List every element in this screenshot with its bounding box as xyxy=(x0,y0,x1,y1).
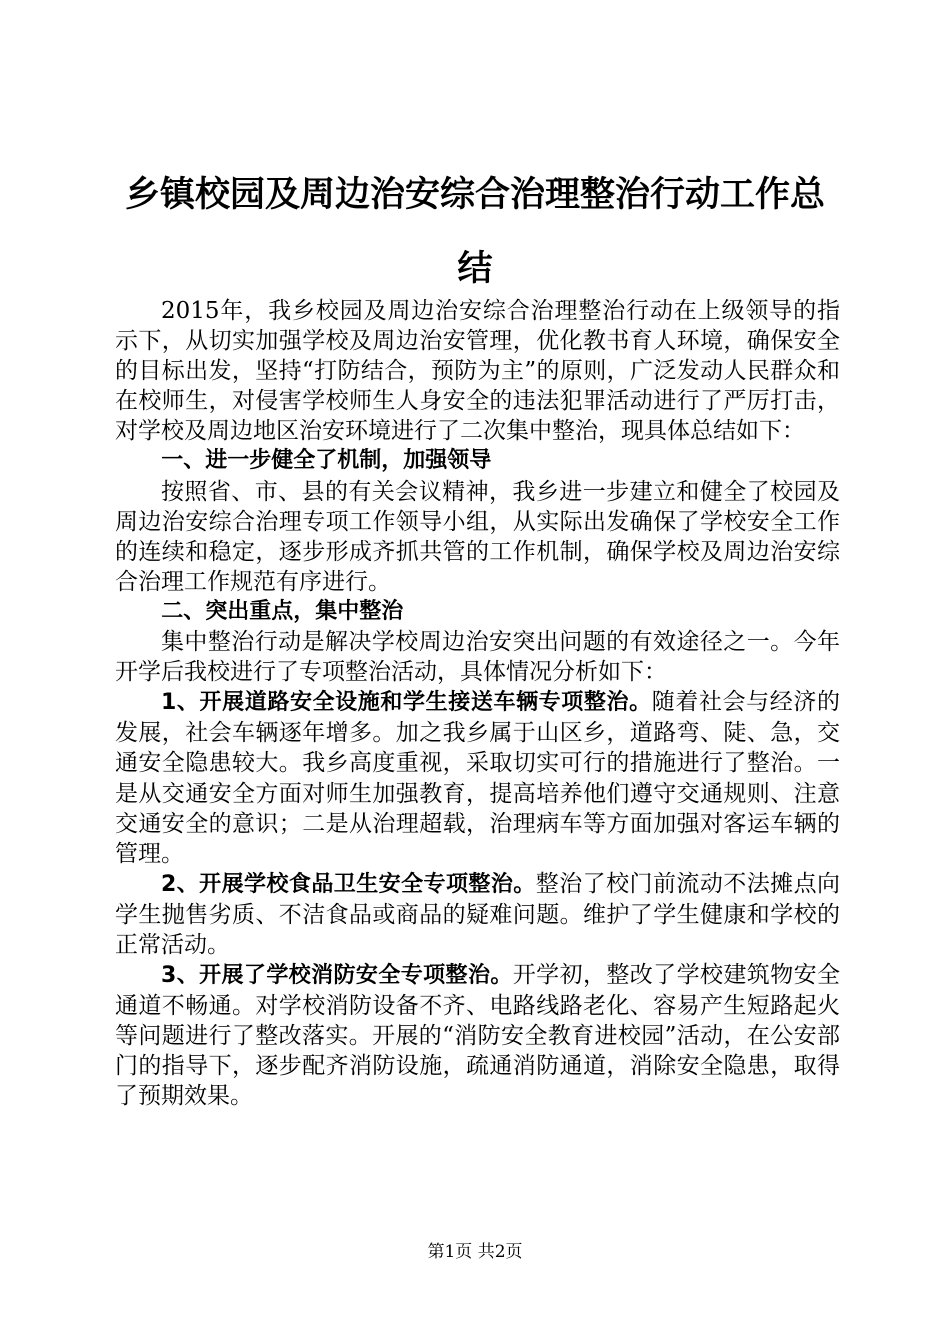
item-2-text: 整治了校门前流动不法摊点向学生抛售劣质、不洁食品或商品的疑难问题。维护了学生健康和学校的正常活动。 xyxy=(115,870,840,958)
item-1-paragraph xyxy=(115,687,840,869)
document-title: 乡镇校园及周边治安综合治理整治行动工作总结 xyxy=(124,175,825,289)
section-2-heading: 二、突出重点，集中整治 xyxy=(161,598,404,624)
document-body xyxy=(115,296,840,1112)
section-1-paragraph: 按照省、市、县的有关会议精神，我乡进一步建立和健全了校园及周边治安综合治理专项工作领导小组，从实际出发确保了学校安全工作的连续和稳定，逐步形成齐抓共管的工作机制，确保学校及周边治安综合治理工作规范有序进行。 xyxy=(115,478,840,595)
section-2-paragraph: 集中整治行动是解决学校周边治安突出问题的有效途径之一。今年开学后我校进行了专项整治活动，具体情况分析如下： xyxy=(115,629,840,686)
item-1-lead: 1、开展道路安全设施和学生接送车辆专项整治。 xyxy=(161,690,652,716)
item-2-lead: 2、开展学校食品卫生安全专项整治。 xyxy=(161,871,536,897)
item-3-paragraph xyxy=(115,960,840,1111)
item-3-text: 开学初，整改了学校建筑物安全通道不畅通。对学校消防设备不齐、电路线路老化、容易产生短路起火等问题进行了整改落实。开展的“消防安全教育进校园”活动，在公安部门的指导下，逐步配齐消防设施，疏通消防通道，消除安全隐患，取得了预期效果。 xyxy=(115,962,841,1110)
page-number-footer: 第1页 共2页 xyxy=(427,1242,523,1262)
section-1-heading: 一、进一步健全了机制，加强领导 xyxy=(161,448,492,474)
item-2-paragraph xyxy=(115,869,840,960)
item-3-lead: 3、开展了学校消防安全专项整治。 xyxy=(161,963,513,989)
intro-paragraph: 2015年，我乡校园及周边治安综合治理整治行动在上级领导的指示下，从切实加强学校及周边治安管理，优化教书育人环境，确保安全的目标出发，坚持“打防结合，预防为主”的原则，广泛发动人民群众和在校师生，对侵害学校师生人身安全的违法犯罪活动进行了严厉打击，对学校及周边地区治安环境进行了二次集中整治，现具体总结如下： xyxy=(115,298,840,445)
item-1-text: 随着社会与经济的发展，社会车辆逐年增多。加之我乡属于山区乡，道路弯、陡、急，交通安全隐患较大。我乡高度重视，采取切实可行的措施进行了整治。一是从交通安全方面对师生加强教育，提高培养他们遵守交通规则、注意交通安全的意识；二是从治理超载，治理病车等方面加强对客运车辆的管理。 xyxy=(115,689,841,867)
